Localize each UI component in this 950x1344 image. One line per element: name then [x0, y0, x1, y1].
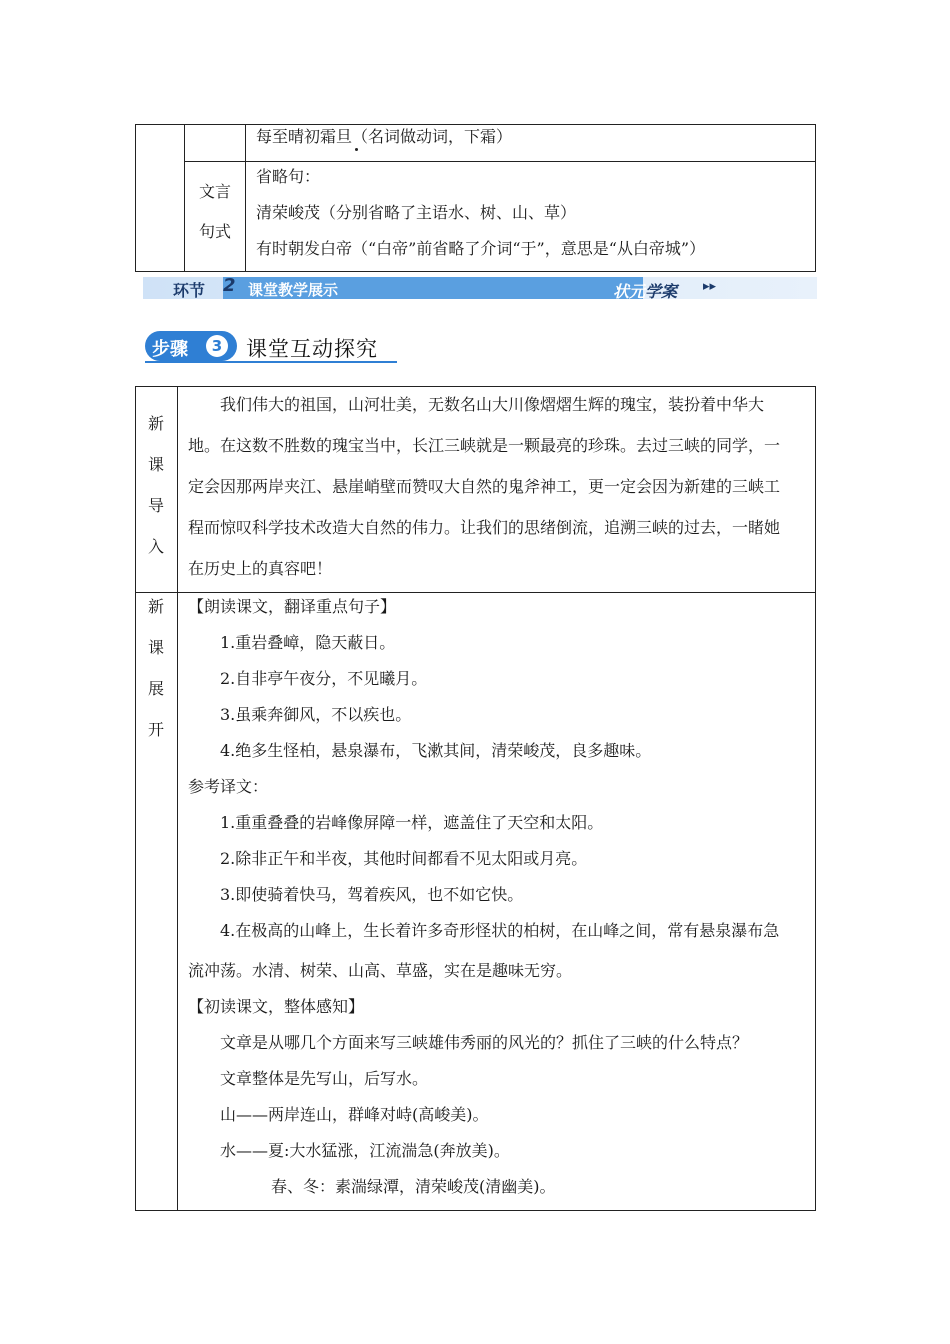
sentence-item: 3.虽乘奔御风，不以疾也。	[220, 705, 412, 724]
banner-brand	[613, 279, 677, 299]
sentence-item: 4.绝多生怪柏，悬泉瀑布，飞漱其间，清荣峻茂，良多趣味。	[220, 741, 652, 760]
section-banner	[143, 277, 817, 299]
step-label: 步骤	[152, 339, 188, 360]
question-text: 文章是从哪几个方面来写三峡雄伟秀丽的风光的？抓住了三峡的什么特点？	[220, 1033, 749, 1052]
banner-label: 环节	[173, 281, 206, 299]
syntax-line: 有时朝发白帝（“白帝”前省略了介词“于”，意思是“从白帝城”）	[256, 239, 706, 258]
intro-line: 定会因那两岸夹江、悬崖峭壁而赞叹大自然的鬼斧神工，更一定会因为新建的三峡工	[188, 477, 781, 496]
banner-number: 2	[223, 277, 236, 296]
step-title: 课堂互动探究	[246, 337, 378, 361]
answer-text: 山——两岸连山，群峰对峙(高峻美)。	[220, 1105, 489, 1124]
translation-item: 2.除非正午和半夜，其他时间都看不见太阳或月亮。	[220, 849, 588, 868]
translation-item: 3.即使骑着快马，驾着疾风，也不如它快。	[220, 885, 524, 904]
answer-text: 文章整体是先写山，后写水。	[220, 1069, 429, 1088]
banner-title: 课堂教学展示	[248, 281, 339, 299]
sentence-item: 2.自非亭午夜分，不见曦月。	[220, 669, 428, 688]
translation-item: 4.在极高的山峰上，生长着许多奇形怪状的柏树，在山峰之间，常有悬泉瀑布急	[220, 921, 780, 940]
step-underline	[145, 361, 397, 363]
syntax-line: 清荣峻茂（分别省略了主语水、树、山、草）	[256, 203, 577, 222]
syntax-line: 省略句：	[256, 167, 321, 186]
dot-mark	[355, 148, 358, 151]
reference-label: 参考译文：	[188, 777, 269, 796]
intro-line: 程而惊叹科学技术改造大自然的伟力。让我们的思绪倒流，追溯三峡的过去，一睹她	[188, 518, 781, 537]
double-arrow-icon: ▸▸	[703, 279, 717, 294]
translation-item: 1.重重叠叠的岩峰像屏障一样，遮盖住了天空和太阳。	[220, 813, 604, 832]
step-number: 3	[206, 335, 228, 357]
banner-brand-a: 状元	[613, 282, 646, 299]
answer-text: 水——夏:大水猛涨，江流湍急(奔放美)。	[220, 1141, 510, 1160]
translation-continued: 流冲荡。水清、树荣、山高、草盛，实在是趣味无穷。	[188, 961, 573, 980]
top-table-row1: 每至晴初霜旦（名词做动词，下霜）	[256, 127, 513, 146]
sentence-item: 1.重岩叠嶂，隐天蔽日。	[220, 633, 396, 652]
develop-heading: 【朗读课文，翻译重点句子】	[188, 597, 397, 616]
banner-brand-b: 学案	[645, 282, 678, 299]
intro-line: 我们伟大的祖国，山河壮美，无数名山大川像熠熠生辉的瑰宝，装扮着中华大	[220, 395, 765, 414]
syntax-label-1: 文言	[199, 182, 232, 201]
intro-line: 地。在这数不胜数的瑰宝当中，长江三峡就是一颗最亮的珍珠。去过三峡的同学，一	[188, 436, 781, 455]
syntax-label-2: 句式	[199, 222, 232, 241]
intro-label: 新课导入	[147, 414, 164, 556]
answer-text: 春、冬：素湍绿潭，清荣峻茂(清幽美)。	[271, 1177, 556, 1196]
intro-line: 在历史上的真容吧！	[188, 559, 333, 578]
develop-label: 新课展开	[147, 597, 164, 739]
develop-heading: 【初读课文，整体感知】	[188, 997, 365, 1016]
